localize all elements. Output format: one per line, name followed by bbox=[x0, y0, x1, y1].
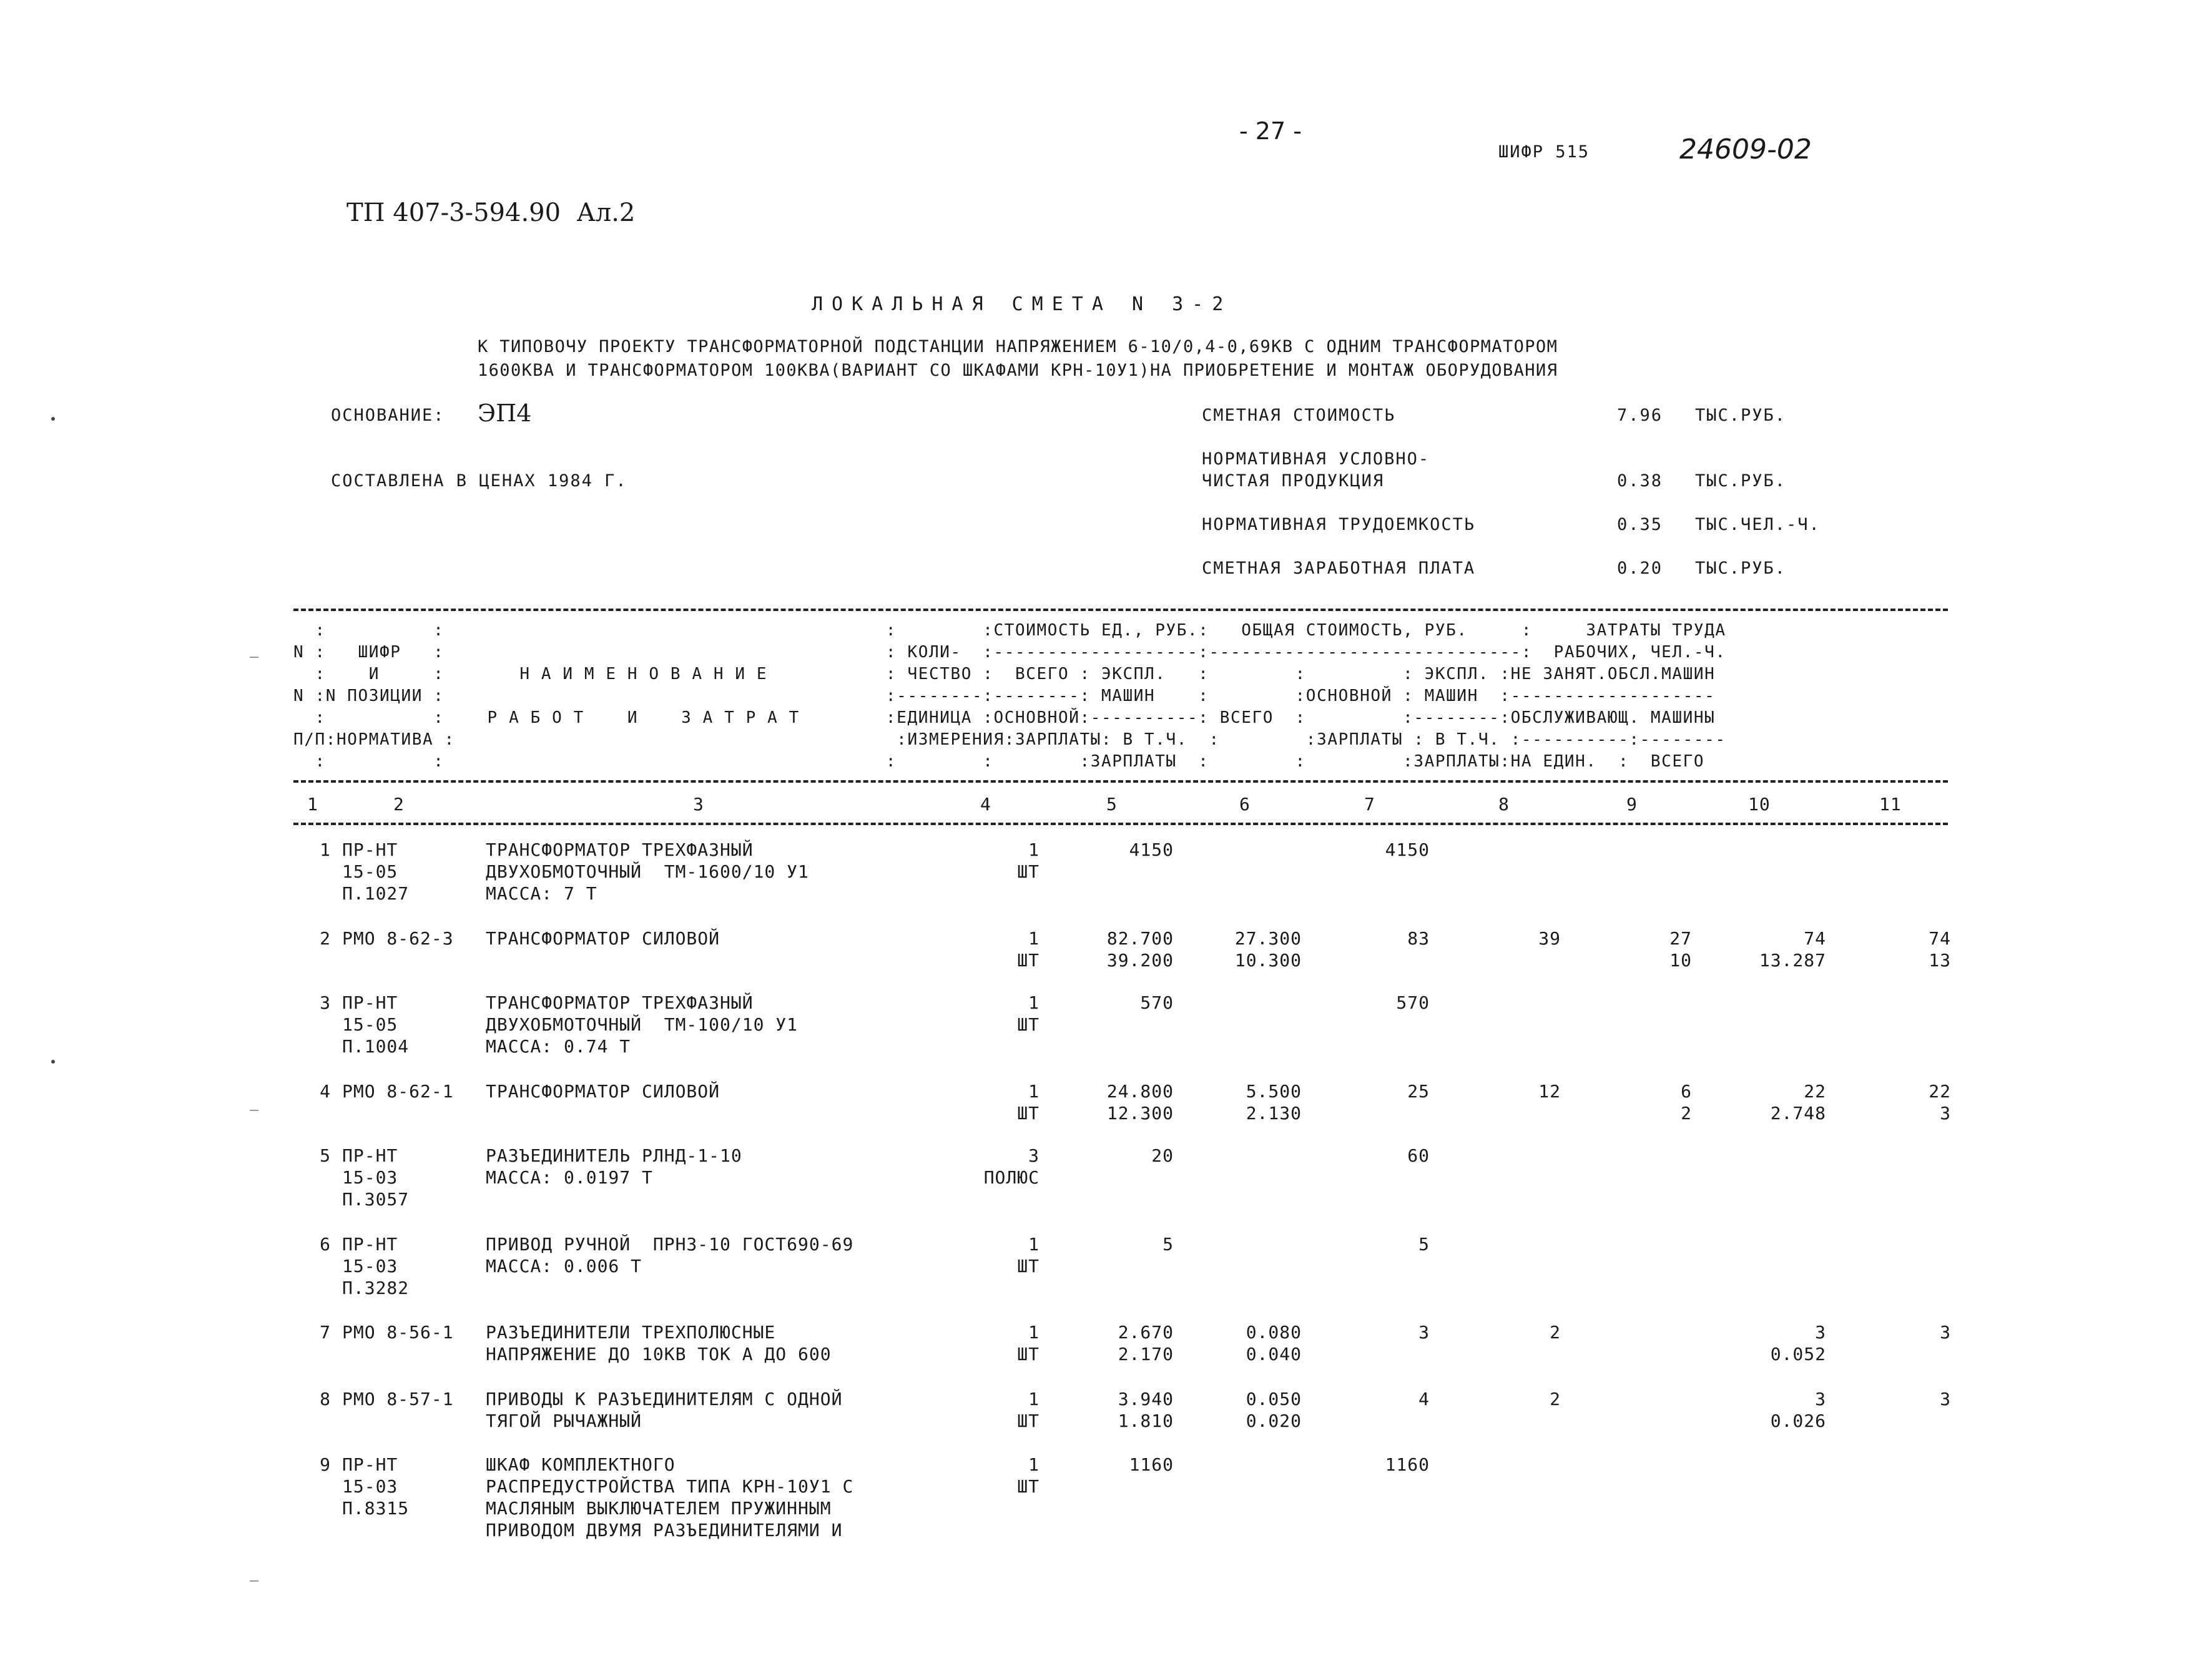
row-total-cost: 570 bbox=[1396, 992, 1430, 1013]
row-labor-total: 3 bbox=[1940, 1103, 1951, 1123]
row-labor-total: 74 bbox=[1929, 928, 1951, 949]
scan-speck bbox=[51, 1060, 55, 1064]
row-labor-per-unit: 74 bbox=[1804, 928, 1826, 949]
row-number: 5 bbox=[320, 1145, 331, 1166]
row-quantity: 1 bbox=[1028, 1234, 1040, 1255]
summary-value: 0.35 bbox=[1617, 515, 1663, 534]
tp-reference: ТП 407-3-594.90 Ал.2 bbox=[347, 198, 636, 227]
row-base-salary: 12 bbox=[1538, 1081, 1561, 1102]
row-name: ДВУХОБМОТОЧНЫЙ ТМ-1600/10 У1 bbox=[486, 861, 809, 882]
row-cipher: П.1004 bbox=[342, 1036, 410, 1057]
col-number: 9 bbox=[1626, 794, 1638, 815]
row-cipher: ПР-НТ bbox=[342, 1234, 398, 1255]
row-number: 3 bbox=[320, 992, 331, 1013]
row-labor-per-unit: 22 bbox=[1804, 1081, 1826, 1102]
header-line: N :N ПОЗИЦИИ : :--------:--------: МАШИН : :ОСНОВНОЙ : МАШИН :------------------- bbox=[293, 687, 1716, 705]
row-cipher: 15-03 bbox=[342, 1476, 398, 1497]
header-bottom-rule bbox=[293, 780, 1948, 783]
row-unit: ШТ bbox=[1017, 1344, 1040, 1364]
row-cipher: ПР-НТ bbox=[342, 1145, 398, 1166]
row-unit-machine-cost: 0.020 bbox=[1246, 1411, 1302, 1431]
table-top-rule bbox=[293, 609, 1948, 611]
header-line: : И : Н А И М Е Н О В А Н И Е : ЧЕСТВО : ВСЕГО : ЭКСПЛ. : : : ЭКСПЛ. :НЕ ЗАНЯТ.ОБСЛ.МАШИН bbox=[293, 665, 1716, 683]
prices-year: СОСТАВЛЕНА В ЦЕНАХ 1984 Г. bbox=[331, 471, 627, 491]
col-number: 1 bbox=[307, 794, 318, 815]
row-quantity: 1 bbox=[1028, 1389, 1040, 1409]
row-unit: ШТ bbox=[1017, 1256, 1040, 1276]
row-cipher: ПР-НТ bbox=[342, 992, 398, 1013]
scan-speck bbox=[51, 417, 55, 421]
row-cipher: РМО 8-62-1 bbox=[342, 1081, 454, 1102]
row-quantity: 1 bbox=[1028, 928, 1040, 949]
basis-value: ЭП4 bbox=[478, 399, 532, 427]
row-labor-total: 3 bbox=[1940, 1389, 1951, 1409]
row-quantity: 1 bbox=[1028, 1454, 1040, 1475]
row-machine-operation: 6 bbox=[1681, 1081, 1692, 1102]
row-unit-machine-cost: 27.300 bbox=[1234, 928, 1302, 949]
row-cipher: П.3057 bbox=[342, 1189, 410, 1210]
summary-label: СМЕТНАЯ СТОИМОСТЬ bbox=[1202, 406, 1396, 425]
row-unit-cost: 570 bbox=[1140, 992, 1174, 1013]
row-total-cost: 5 bbox=[1418, 1234, 1430, 1255]
row-name: ТРАНСФОРМАТОР СИЛОВОЙ bbox=[486, 928, 720, 949]
row-unit-machine-cost: 10.300 bbox=[1234, 950, 1302, 971]
row-name: МАССА: 0.74 Т bbox=[486, 1036, 631, 1057]
title-line-2: 1600КВА И ТРАНСФОРМАТОРОМ 100КВА(ВАРИАНТ СО ШКАФАМИ КРН-10У1)НА ПРИОБРЕТЕНИЕ И МОНТАЖ ОБОРУДОВАНИЯ bbox=[478, 361, 1558, 380]
col-number: 3 bbox=[693, 794, 704, 815]
header-line: : : : :СТОИМОСТЬ ЕД., РУБ.: ОБЩАЯ СТОИМОСТЬ, РУБ. : ЗАТРАТЫ ТРУДА bbox=[293, 621, 1726, 640]
summary-unit: ТЫС.РУБ. bbox=[1695, 559, 1787, 578]
col-number: 2 bbox=[393, 794, 405, 815]
row-unit-cost: 3.940 bbox=[1118, 1389, 1174, 1409]
row-unit-cost: 39.200 bbox=[1106, 950, 1174, 971]
row-unit: ШТ bbox=[1017, 1014, 1040, 1035]
row-total-cost: 1160 bbox=[1385, 1454, 1430, 1475]
row-total-cost: 25 bbox=[1407, 1081, 1430, 1102]
row-labor-per-unit: 3 bbox=[1815, 1389, 1826, 1409]
row-base-salary: 2 bbox=[1550, 1389, 1561, 1409]
row-quantity: 1 bbox=[1028, 992, 1040, 1013]
header-line: : : Р А Б О Т И З А Т Р А Т :ЕДИНИЦА :ОСНОВНОЙ:----------: ВСЕГО : :--------:ОБСЛУЖИВАЮЩ. МАШИНЫ bbox=[293, 708, 1716, 727]
row-name: МАСЛЯНЫМ ВЫКЛЮЧАТЕЛЕМ ПРУЖИННЫМ bbox=[486, 1498, 832, 1519]
summary-label-cont: ЧИСТАЯ ПРОДУКЦИЯ bbox=[1202, 471, 1385, 491]
row-name: ДВУХОБМОТОЧНЫЙ ТМ-100/10 У1 bbox=[486, 1014, 799, 1035]
summary-label: СМЕТНАЯ ЗАРАБОТНАЯ ПЛАТА bbox=[1202, 559, 1476, 578]
header-line: : : : : :ЗАРПЛАТЫ : : :ЗАРПЛАТЫ:НА ЕДИН. : ВСЕГО bbox=[293, 752, 1705, 771]
row-unit-cost: 2.670 bbox=[1118, 1322, 1174, 1343]
row-number: 2 bbox=[320, 928, 331, 949]
row-base-salary: 39 bbox=[1538, 928, 1561, 949]
row-unit-cost: 24.800 bbox=[1106, 1081, 1174, 1102]
row-total-cost: 4 bbox=[1418, 1389, 1430, 1409]
summary-unit: ТЫС.РУБ. bbox=[1695, 471, 1787, 491]
basis-label: ОСНОВАНИЕ: bbox=[331, 406, 445, 425]
row-cipher: 15-03 bbox=[342, 1167, 398, 1188]
row-number: 1 bbox=[320, 839, 331, 860]
col-number: 5 bbox=[1106, 794, 1118, 815]
header-line: П/П:НОРМАТИВА : :ИЗМЕРЕНИЯ:ЗАРПЛАТЫ: В Т.Ч. : :ЗАРПЛАТЫ : В Т.Ч. :----------:-------- bbox=[293, 730, 1726, 749]
handwritten-doc-id: 24609-02 bbox=[1679, 134, 1812, 165]
row-quantity: 3 bbox=[1028, 1145, 1040, 1166]
row-name: ПРИВОДОМ ДВУМЯ РАЗЪЕДИНИТЕЛЯМИ И bbox=[486, 1520, 843, 1540]
summary-unit: ТЫС.ЧЕЛ.-Ч. bbox=[1695, 515, 1821, 534]
row-base-salary: 2 bbox=[1550, 1322, 1561, 1343]
margin-tick bbox=[250, 1110, 258, 1111]
row-labor-per-unit: 0.026 bbox=[1770, 1411, 1826, 1431]
row-unit: ШТ bbox=[1017, 861, 1040, 882]
row-cipher: РМО 8-57-1 bbox=[342, 1389, 454, 1409]
row-unit-machine-cost: 0.040 bbox=[1246, 1344, 1302, 1364]
row-cipher: ПР-НТ bbox=[342, 1454, 398, 1475]
row-name: ТРАНСФОРМАТОР СИЛОВОЙ bbox=[486, 1081, 720, 1102]
row-cipher: 15-05 bbox=[342, 861, 398, 882]
row-unit: ШТ bbox=[1017, 1103, 1040, 1123]
row-number: 9 bbox=[320, 1454, 331, 1475]
row-unit-machine-cost: 2.130 bbox=[1246, 1103, 1302, 1123]
row-cipher: РМО 8-62-3 bbox=[342, 928, 454, 949]
row-cipher: П.8315 bbox=[342, 1498, 410, 1519]
row-name: РАСПРЕДУСТРОЙСТВА ТИПА КРН-10У1 С bbox=[486, 1476, 854, 1497]
row-unit-machine-cost: 0.050 bbox=[1246, 1389, 1302, 1409]
row-name: МАССА: 0.0197 Т bbox=[486, 1167, 653, 1188]
row-labor-total: 3 bbox=[1940, 1322, 1951, 1343]
row-labor-per-unit: 13.287 bbox=[1759, 950, 1826, 971]
row-number: 8 bbox=[320, 1389, 331, 1409]
row-name: ШКАФ КОМПЛЕКТНОГО bbox=[486, 1454, 676, 1475]
row-machine-operation: 27 bbox=[1669, 928, 1692, 949]
row-cipher: П.1027 bbox=[342, 883, 410, 904]
row-labor-total: 22 bbox=[1929, 1081, 1951, 1102]
row-unit-machine-cost: 5.500 bbox=[1246, 1081, 1302, 1102]
row-name: НАПРЯЖЕНИЕ ДО 10КВ ТОК А ДО 600 bbox=[486, 1344, 832, 1364]
row-quantity: 1 bbox=[1028, 1322, 1040, 1343]
row-cipher: 15-03 bbox=[342, 1256, 398, 1276]
row-machine-operation: 10 bbox=[1669, 950, 1692, 971]
row-labor-per-unit: 0.052 bbox=[1770, 1344, 1826, 1364]
row-unit-cost: 1160 bbox=[1129, 1454, 1174, 1475]
row-name: РАЗЪЕДИНИТЕЛИ ТРЕХПОЛЮСНЫЕ bbox=[486, 1322, 776, 1343]
col-number: 8 bbox=[1498, 794, 1510, 815]
row-total-cost: 3 bbox=[1418, 1322, 1430, 1343]
row-unit-cost: 12.300 bbox=[1106, 1103, 1174, 1123]
document-title: ЛОКАЛЬНАЯ СМЕТА N 3-2 bbox=[812, 293, 1232, 315]
row-unit: ПОЛЮС bbox=[983, 1167, 1040, 1188]
row-cipher: РМО 8-56-1 bbox=[342, 1322, 454, 1343]
row-unit-cost: 20 bbox=[1151, 1145, 1174, 1166]
margin-tick bbox=[250, 657, 258, 658]
row-cipher: 15-05 bbox=[342, 1014, 398, 1035]
row-unit-cost: 82.700 bbox=[1106, 928, 1174, 949]
column-number-rule bbox=[293, 823, 1948, 825]
row-unit-cost: 1.810 bbox=[1118, 1411, 1174, 1431]
row-unit: ШТ bbox=[1017, 1476, 1040, 1497]
summary-value: 7.96 bbox=[1617, 406, 1663, 425]
row-total-cost: 60 bbox=[1407, 1145, 1430, 1166]
col-number: 7 bbox=[1364, 794, 1375, 815]
row-name: ТРАНСФОРМАТОР ТРЕХФАЗНЫЙ bbox=[486, 992, 754, 1013]
margin-tick bbox=[250, 1580, 258, 1582]
row-total-cost: 4150 bbox=[1385, 839, 1430, 860]
col-number: 6 bbox=[1239, 794, 1251, 815]
row-name: РАЗЪЕДИНИТЕЛЬ РЛНД-1-10 bbox=[486, 1145, 742, 1166]
col-number: 11 bbox=[1879, 794, 1902, 815]
row-machine-operation: 2 bbox=[1681, 1103, 1692, 1123]
title-line-1: К ТИПОВОЧУ ПРОЕКТУ ТРАНСФОРМАТОРНОЙ ПОДСТАНЦИИ НАПРЯЖЕНИЕМ 6-10/0,4-0,69КВ С ОДНИМ ТРАНСФОРМАТОРОМ bbox=[478, 337, 1558, 356]
cipher-label: ШИФР 515 bbox=[1498, 142, 1590, 162]
row-cipher: П.3282 bbox=[342, 1278, 410, 1298]
row-labor-per-unit: 2.748 bbox=[1770, 1103, 1826, 1123]
col-number: 10 bbox=[1748, 794, 1771, 815]
row-name: ТЯГОЙ РЫЧАЖНЫЙ bbox=[486, 1411, 642, 1431]
row-total-cost: 83 bbox=[1407, 928, 1430, 949]
page-number: - 27 - bbox=[1239, 117, 1302, 145]
row-unit: ШТ bbox=[1017, 1411, 1040, 1431]
row-unit-cost: 2.170 bbox=[1118, 1344, 1174, 1364]
row-number: 6 bbox=[320, 1234, 331, 1255]
row-quantity: 1 bbox=[1028, 1081, 1040, 1102]
row-name: ПРИВОД РУЧНОЙ ПРНЗ-10 ГОСТ690-69 bbox=[486, 1234, 854, 1255]
row-labor-total: 13 bbox=[1929, 950, 1951, 971]
row-name: МАССА: 7 Т bbox=[486, 883, 597, 904]
row-unit-cost: 4150 bbox=[1129, 839, 1174, 860]
summary-value: 0.38 bbox=[1617, 471, 1663, 491]
row-name: ПРИВОДЫ К РАЗЪЕДИНИТЕЛЯМ С ОДНОЙ bbox=[486, 1389, 843, 1409]
summary-label: НОРМАТИВНАЯ УСЛОВНО- bbox=[1202, 449, 1430, 469]
row-unit: ШТ bbox=[1017, 950, 1040, 971]
summary-value: 0.20 bbox=[1617, 559, 1663, 578]
col-number: 4 bbox=[980, 794, 991, 815]
row-number: 4 bbox=[320, 1081, 331, 1102]
summary-label: НОРМАТИВНАЯ ТРУДОЕМКОСТЬ bbox=[1202, 515, 1476, 534]
row-name: ТРАНСФОРМАТОР ТРЕХФАЗНЫЙ bbox=[486, 839, 754, 860]
row-unit-machine-cost: 0.080 bbox=[1246, 1322, 1302, 1343]
row-unit-cost: 5 bbox=[1163, 1234, 1174, 1255]
row-labor-per-unit: 3 bbox=[1815, 1322, 1826, 1343]
row-cipher: ПР-НТ bbox=[342, 839, 398, 860]
header-line: N : ШИФР : : КОЛИ- :-------------------:-----------------------------: РАБОЧИХ, ЧЕЛ.-Ч. bbox=[293, 643, 1726, 662]
row-quantity: 1 bbox=[1028, 839, 1040, 860]
summary-unit: ТЫС.РУБ. bbox=[1695, 406, 1787, 425]
row-name: МАССА: 0.006 Т bbox=[486, 1256, 642, 1276]
row-number: 7 bbox=[320, 1322, 331, 1343]
